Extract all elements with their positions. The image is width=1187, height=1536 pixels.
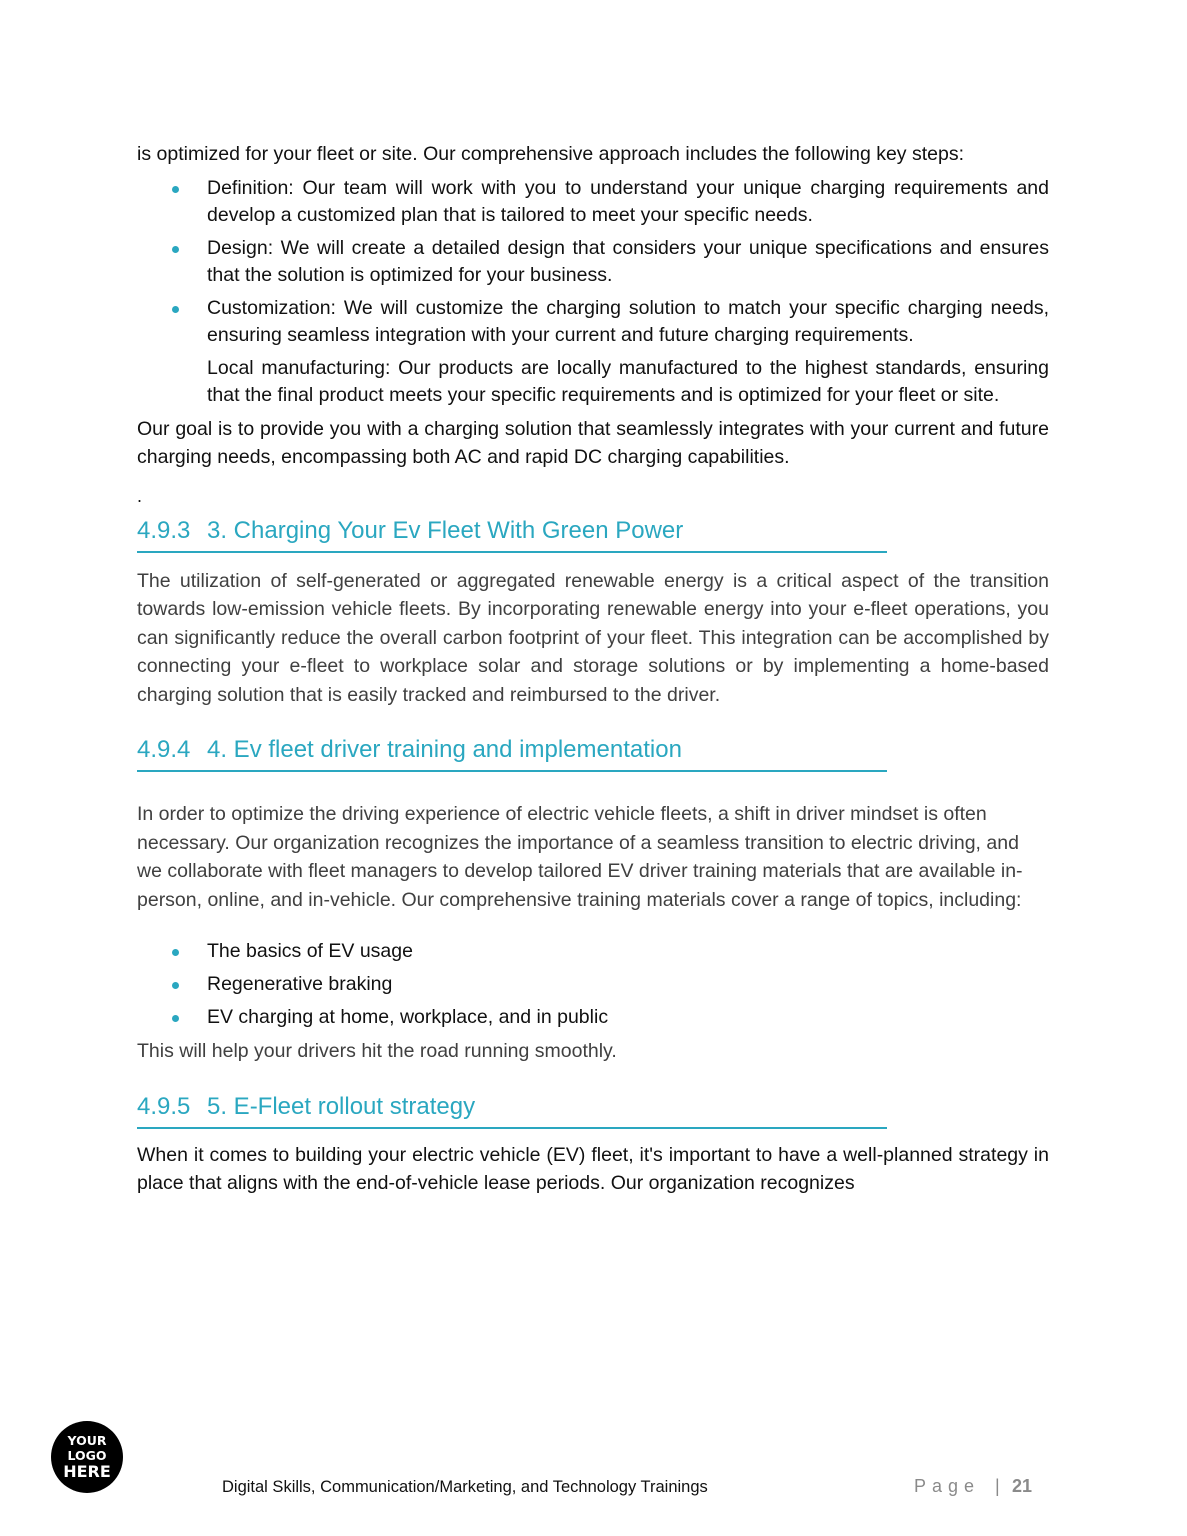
step-item-definition: Definition: Our team will work with you to understand your unique charging requirements and develop a customized plan that is tailored to meet your specific needs. [137,175,1049,229]
goal-paragraph: Our goal is to provide you with a charging solution that seamlessly integrates with your current and future charging needs, encompassing both AC and rapid DC charging capabilities. [137,417,1049,468]
section-heading-green-power [137,514,887,553]
topic-item: Regenerative braking [137,971,1049,998]
training-closing: This will help your drivers hit the road running smoothly. [137,1040,617,1062]
bullet-dot-icon [172,246,179,253]
bullet-dot-icon [172,982,179,989]
section-heading-rollout [137,1090,887,1129]
section-title: 4. Ev fleet driver training and implementation [207,736,682,763]
page-separator: | [995,1476,1000,1496]
section-number: 4.9.5 [137,1092,191,1120]
page-number: 21 [1012,1476,1033,1496]
bullet-dot-icon [172,186,179,193]
section-number: 4.9.4 [137,736,191,763]
footer-title: Digital Skills, Communication/Marketing, and Technology Trainings [222,1478,708,1496]
bullet-dot-icon [172,1015,179,1022]
step-item-customization: Customization: We will customize the charging solution to match your specific charging needs, ensuring seamless integration with your current and future charging requirements. [137,295,1049,349]
training-topics-list [137,938,1049,1031]
step-item-design: Design: We will create a detailed design that considers your unique specifications and ensures that the solution is optimized for your business. [137,235,1049,289]
section-heading-driver-training [137,733,887,772]
step-item-local-manufacturing: Local manufacturing: Our products are locally manufactured to the highest standards, ensuring that the final product meets your specific requirements and is optimized for your fleet or site. [207,356,1049,406]
section-body-rollout: When it comes to building your electric vehicle (EV) fleet, it's important to have a well-planned strategy in place that aligns with the end-of-vehicle lease periods. Our organization recognizes [137,1143,1049,1194]
steps-list [137,175,1049,409]
topic-item: The basics of EV usage [137,938,1049,965]
bullet-dot-icon [172,949,179,956]
intro-paragraph: is optimized for your fleet or site. Our comprehensive approach includes the following key steps: [137,143,964,165]
section-body-green-power: The utilization of self-generated or aggregated renewable energy is a critical aspect of the transition towards low-emission vehicle fleets. By incorporating renewable energy into your e-fleet operations, you can significantly reduce the overall carbon footprint of your fleet. This integration can be accomplished by connecting your e-fleet to workplace solar and storage solutions or by implementing a home-based charging solution that is easily tracked and reimbursed to the driver. [137,569,1049,706]
bullet-dot-icon [172,306,179,313]
stray-period: . [137,485,143,506]
section-number: 4.9.3 [137,516,191,544]
section-body-driver-training: In order to optimize the driving experience of electric vehicle fleets, a shift in driver mindset is often necessary. Our organization recognizes the importance of a seamless transition to electric driving, and we collaborate with fleet managers to develop tailored EV driver training materials that are available in-person, online, and in-vehicle. Our comprehensive training materials cover a range of topics, including: [137,803,1023,911]
page-label: Page [914,1476,981,1496]
page-content [137,140,1049,1198]
section-title: 3. Charging Your Ev Fleet With Green Power [207,516,684,544]
section-title: 5. E-Fleet rollout strategy [207,1092,476,1120]
topic-item: EV charging at home, workplace, and in public [137,1004,1049,1031]
logo-placeholder: YOUR LOGO HERE [51,1421,123,1493]
